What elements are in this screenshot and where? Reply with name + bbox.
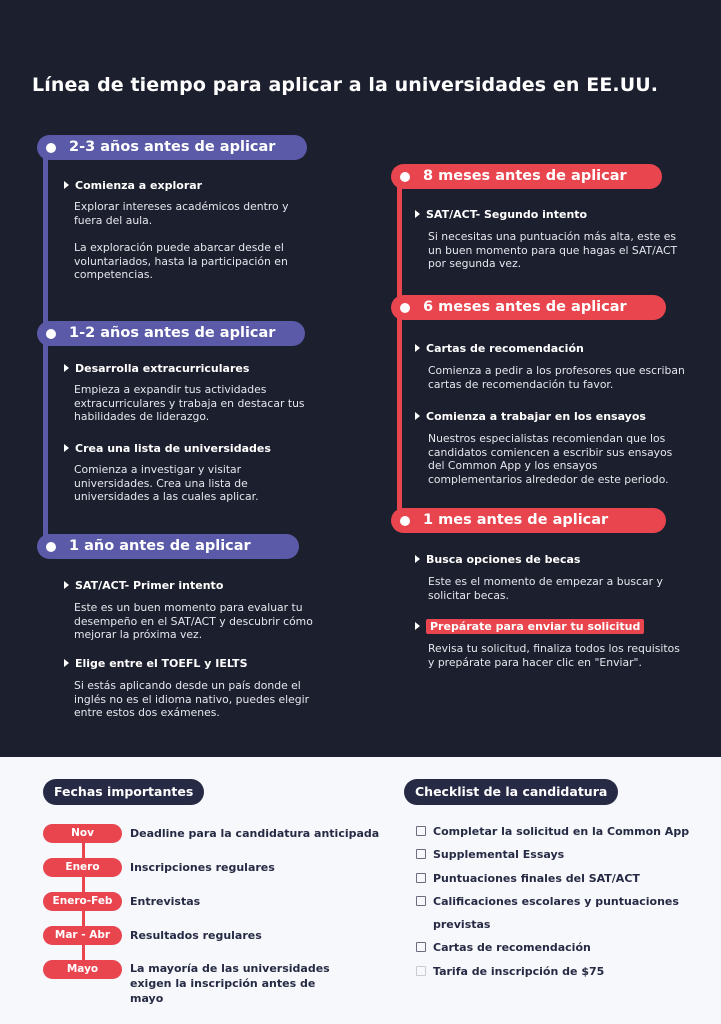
item-text: Comienza a investigar y visitar universidades. Crea una lista de universidades a las cuales aplicar. <box>74 463 259 504</box>
date-text: Inscripciones regulares <box>130 861 275 874</box>
bullet-arrow-icon <box>415 622 420 630</box>
timeline-dot <box>400 172 410 182</box>
date-text: Deadline para la candidatura anticipada <box>130 827 380 840</box>
left-timeline-line <box>43 147 48 547</box>
item-heading: SAT/ACT- Segundo intento <box>415 208 587 221</box>
checkbox[interactable] <box>416 826 426 836</box>
item-text: Empieza a expandir tus actividades extracurriculares y trabaja en destacar tus habilidades de liderazgo. <box>74 383 305 424</box>
date-pill: Enero-Feb <box>43 892 122 911</box>
checkbox[interactable] <box>416 966 426 976</box>
bullet-arrow-icon <box>415 555 420 563</box>
bullet-arrow-icon <box>64 181 69 189</box>
checkbox[interactable] <box>416 942 426 952</box>
checkbox[interactable] <box>416 849 426 859</box>
stage-pill-1-year <box>37 534 299 559</box>
timeline-dot <box>400 516 410 526</box>
item-heading: SAT/ACT- Primer intento <box>64 579 223 592</box>
item-heading: Elige entre el TOEFL y IELTS <box>64 657 248 670</box>
stage-pill-8-months <box>391 164 662 189</box>
item-heading: Cartas de recomendación <box>415 342 584 355</box>
bullet-arrow-icon <box>64 364 69 372</box>
bullet-arrow-icon <box>415 412 420 420</box>
stage-label: 1 mes antes de aplicar <box>423 512 609 528</box>
checklist-item[interactable]: Cartas de recomendación <box>416 936 706 959</box>
bullet-arrow-icon <box>415 210 420 218</box>
date-text: Entrevistas <box>130 895 201 908</box>
checklist-item[interactable]: Calificaciones escolares y puntuaciones previstas <box>416 890 696 936</box>
stage-label: 6 meses antes de aplicar <box>423 299 627 315</box>
bullet-arrow-icon <box>64 581 69 589</box>
item-heading-highlight: Prepárate para enviar tu solicitud <box>415 620 644 633</box>
date-pill: Mar - Abr <box>43 926 122 945</box>
checkbox[interactable] <box>416 896 426 906</box>
item-text: Este es un buen momento para evaluar tu desempeño en el SAT/ACT y descubrir cómo mejorar la próxima vez. <box>74 601 313 642</box>
dates-heading: Fechas importantes <box>43 779 204 805</box>
date-text: La mayoría de las universidades exigen la inscripción antes de mayo <box>130 962 330 1005</box>
checklist-item[interactable]: Completar la solicitud en la Common App <box>416 820 706 843</box>
page-title: Línea de tiempo para aplicar a la universidades en EE.UU. <box>32 74 659 96</box>
item-heading: Comienza a explorar <box>64 179 202 192</box>
date-pill: Nov <box>43 824 122 843</box>
checklist-heading: Checklist de la candidatura <box>404 779 618 805</box>
item-text: Si necesitas una puntuación más alta, este es un buen momento para que hagas el SAT/ACT por segunda vez. <box>428 230 678 271</box>
item-text: Explorar intereses académicos dentro y fuera del aula. <box>74 200 289 227</box>
stage-label: 1 año antes de aplicar <box>69 538 251 554</box>
item-text: Este es el momento de empezar a buscar y solicitar becas. <box>428 575 663 602</box>
stage-label: 1-2 años antes de aplicar <box>69 325 276 341</box>
item-text: Revisa tu solicitud, finaliza todos los requisitos y prepárate para hacer clic en "Enviar". <box>428 642 680 669</box>
item-text: Comienza a pedir a los profesores que escriban cartas de recomendación tu favor. <box>428 364 685 391</box>
date-pill: Enero <box>43 858 122 877</box>
date-pill: Mayo <box>43 960 122 979</box>
item-heading: Comienza a trabajar en los ensayos <box>415 410 646 423</box>
timeline-dot <box>46 542 56 552</box>
checklist-item[interactable]: Supplemental Essays <box>416 843 706 866</box>
timeline-dot <box>46 143 56 153</box>
item-heading: Busca opciones de becas <box>415 553 580 566</box>
item-heading: Crea una lista de universidades <box>64 442 271 455</box>
right-timeline-line <box>397 176 402 521</box>
date-text: Resultados regulares <box>130 929 262 942</box>
stage-pill-6-months <box>391 295 666 320</box>
timeline-dot <box>400 303 410 313</box>
bullet-arrow-icon <box>64 659 69 667</box>
stage-pill-1-2-years <box>37 321 305 346</box>
stage-label: 8 meses antes de aplicar <box>423 168 627 184</box>
checklist-item[interactable]: Tarifa de inscripción de $75 <box>416 960 706 983</box>
item-text: Nuestros especialistas recomiendan que los candidatos comiencen a escribir sus ensayos del Common App y los ensayos complementarios alrededor de este periodo. <box>428 432 673 486</box>
bullet-arrow-icon <box>415 344 420 352</box>
bullet-arrow-icon <box>64 444 69 452</box>
checklist-item[interactable]: Puntuaciones finales del SAT/ACT <box>416 867 706 890</box>
stage-label: 2-3 años antes de aplicar <box>69 139 276 155</box>
item-heading: Desarrolla extracurriculares <box>64 362 249 375</box>
checkbox[interactable] <box>416 873 426 883</box>
stage-pill-1-month <box>391 508 666 533</box>
item-text: Si estás aplicando desde un país donde el inglés no es el idioma nativo, puedes elegir entre estos dos exámenes. <box>74 679 310 720</box>
timeline-dot <box>46 329 56 339</box>
item-text: La exploración puede abarcar desde el voluntariados, hasta la participación en competencias. <box>74 241 288 282</box>
stage-pill-2-3-years <box>37 135 307 160</box>
